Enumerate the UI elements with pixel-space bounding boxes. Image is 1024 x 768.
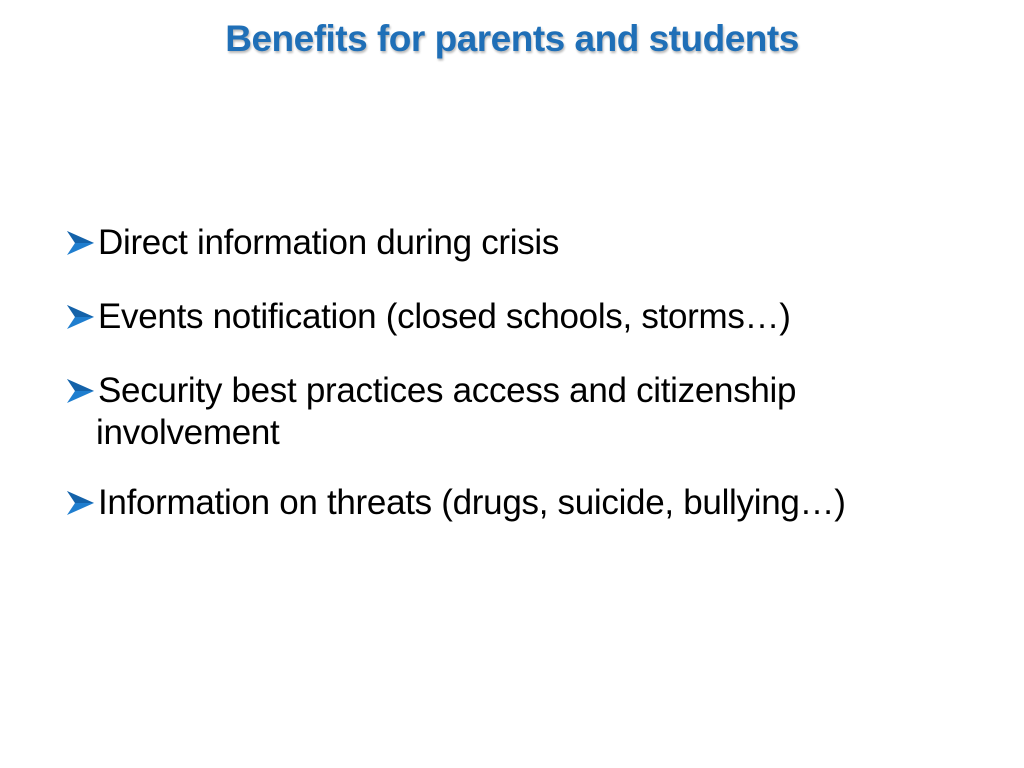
- bullet-item: [66, 370, 1016, 454]
- slide-title: Benefits for parents and students: [225, 18, 799, 59]
- bullet-item: [66, 296, 1016, 338]
- bullet-text: Information on threats (drugs, suicide, bullying…): [98, 483, 846, 522]
- bullet-list: [66, 222, 1016, 556]
- bullet-text: [98, 370, 1016, 454]
- arrow-right-icon: [66, 296, 96, 338]
- arrow-right-icon: [66, 222, 96, 264]
- bullet-text: Direct information during crisis: [98, 223, 560, 262]
- bullet-item: [66, 222, 1016, 264]
- arrow-right-icon: [66, 482, 96, 524]
- bullet-item: [66, 482, 1016, 524]
- bullet-text-line: involvement: [96, 413, 280, 452]
- arrow-right-icon: [66, 370, 96, 412]
- bullet-text: Events notification (closed schools, storms…): [98, 297, 791, 336]
- bullet-text-line: Security best practices access and citizenship: [98, 371, 797, 410]
